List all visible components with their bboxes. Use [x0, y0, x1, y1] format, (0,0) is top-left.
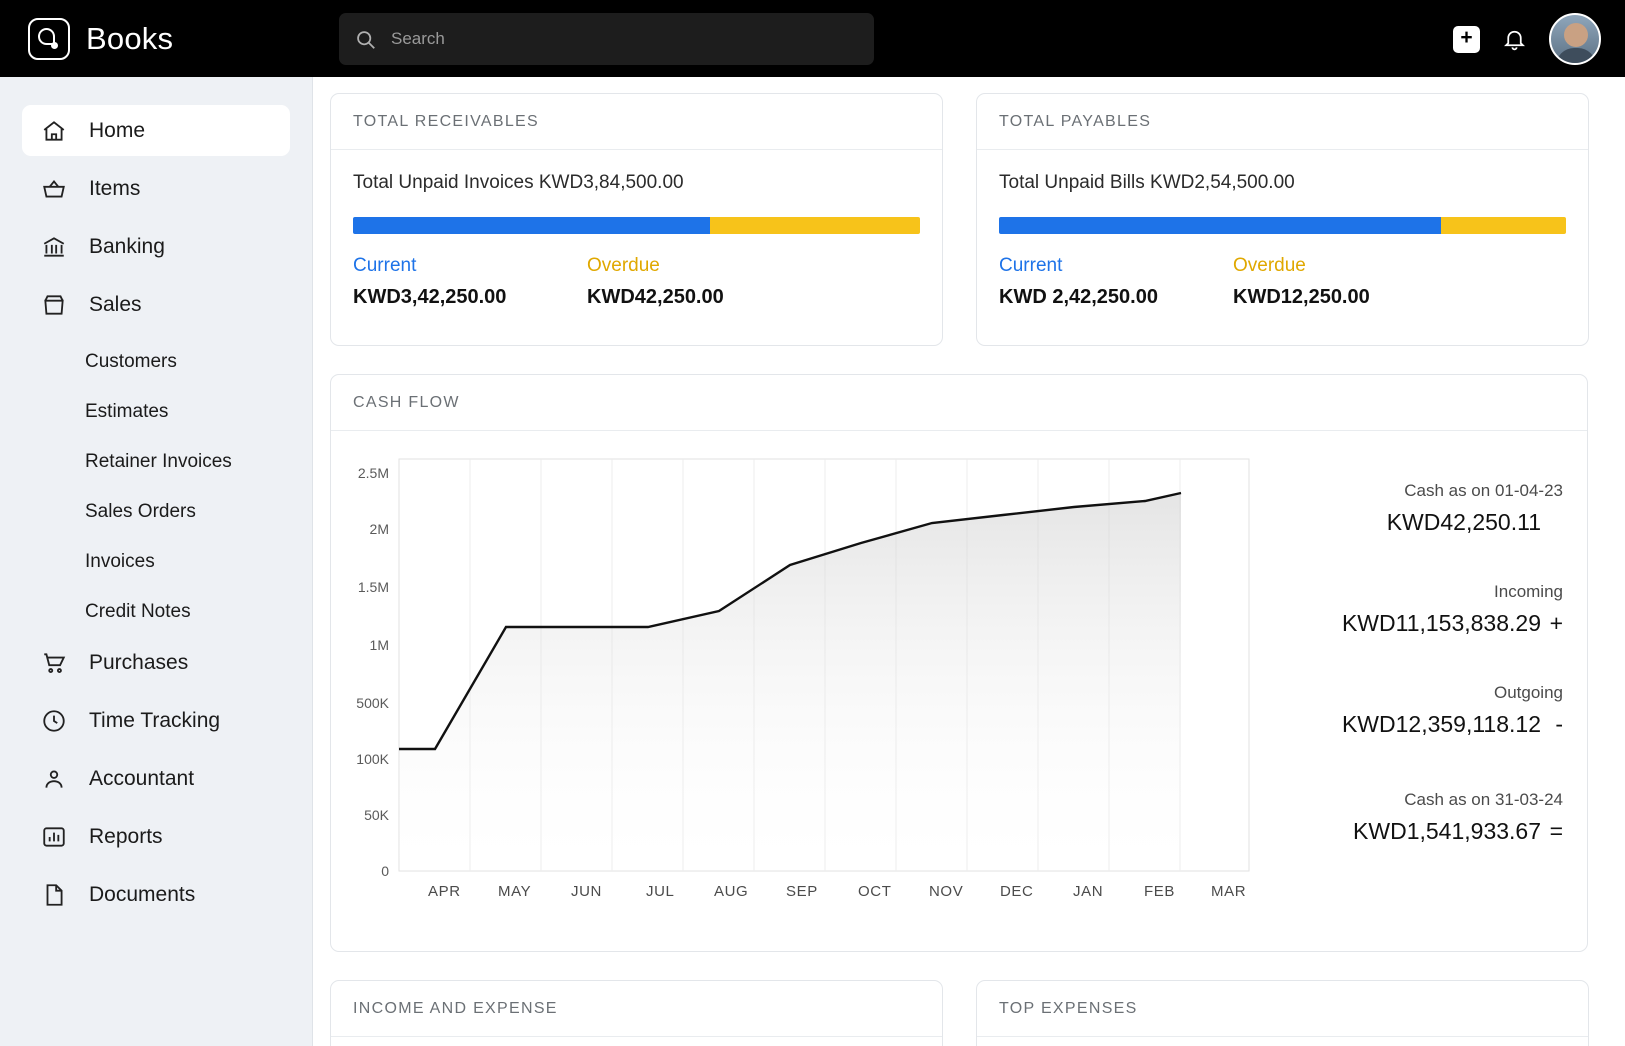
receivables-legend: [353, 255, 920, 309]
items-icon: [40, 175, 67, 202]
books-logo-icon: [28, 18, 70, 60]
home-icon: [40, 117, 67, 144]
x-tick-label: SEP: [786, 883, 818, 900]
sidebar-subitem-label: Invoices: [85, 551, 155, 572]
sidebar-item-estimates[interactable]: [0, 387, 312, 437]
legend-value: KWD42,250.00: [587, 286, 724, 308]
bank-icon: [40, 233, 67, 260]
x-tick-label: JUN: [571, 883, 602, 900]
sidebar-subitem-label: Sales Orders: [85, 501, 196, 522]
kpi-row: [330, 93, 1591, 346]
sidebar-item-items[interactable]: [22, 163, 290, 214]
payables-subtitle: Total Unpaid Bills KWD2,54,500.00: [999, 172, 1295, 193]
receivables-overdue: [587, 255, 724, 309]
bell-icon[interactable]: [1502, 26, 1527, 52]
sidebar-item-reports[interactable]: [22, 811, 290, 862]
sidebar-item-banking[interactable]: [22, 221, 290, 272]
card-title: TOTAL PAYABLES: [977, 94, 1588, 150]
sidebar-subitem-label: Retainer Invoices: [85, 451, 232, 472]
x-tick-label: NOV: [929, 883, 964, 900]
top-bar: [0, 0, 1625, 77]
search-input[interactable]: [389, 28, 829, 50]
legend-label: Current: [353, 255, 417, 276]
payables-current-segment: [999, 217, 1441, 234]
cash-flow-summary: [1289, 431, 1587, 951]
sidebar-item-label: Reports: [89, 824, 163, 848]
sidebar-item-retainer-invoices[interactable]: [0, 437, 312, 487]
sidebar-subitem-label: Credit Notes: [85, 601, 191, 622]
outgoing-label: Outgoing: [1494, 683, 1563, 702]
payables-overdue: [1233, 255, 1370, 309]
cash-start-label: Cash as on 01-04-23: [1404, 481, 1563, 500]
x-tick-label: JAN: [1073, 883, 1104, 900]
incoming-sign: +: [1549, 610, 1563, 636]
brand-title: Books: [86, 20, 174, 56]
x-tick-label: FEB: [1144, 883, 1175, 900]
plus-icon[interactable]: +: [1453, 26, 1480, 53]
reports-icon: [40, 823, 67, 850]
sales-icon: [40, 291, 67, 318]
cash-flow-body: [331, 431, 1587, 951]
payables-current: [999, 255, 1233, 309]
cash-start-amount: KWD42,250.11: [1386, 509, 1541, 535]
top-expenses-card: [976, 980, 1589, 1046]
outgoing-value: [1289, 711, 1563, 738]
payables-body: [977, 150, 1588, 309]
sidebar-item-label: Accountant: [89, 766, 195, 790]
cash-end-value: [1289, 818, 1563, 845]
outgoing-sign: -: [1555, 711, 1563, 737]
total-payables-card: [976, 93, 1589, 346]
cash-end-label: Cash as on 31-03-24: [1404, 790, 1563, 809]
y-tick-label: 2M: [369, 521, 389, 537]
y-tick-label: 50K: [364, 807, 389, 823]
top-bar-actions: [1453, 13, 1601, 65]
search-icon: [355, 29, 376, 50]
card-title: TOP EXPENSES: [977, 981, 1588, 1037]
cart-icon: [40, 649, 67, 676]
legend-label: Overdue: [1233, 255, 1306, 276]
cash-start-value: [1289, 509, 1563, 536]
receivables-progress-bar: [353, 217, 920, 234]
sidebar-item-label: Home: [89, 118, 146, 142]
y-tick-label: 2.5M: [357, 465, 389, 481]
sidebar-item-sales[interactable]: [22, 279, 290, 330]
cash-flow-card: [330, 374, 1588, 952]
x-tick-label: OCT: [858, 883, 892, 900]
sidebar: [0, 77, 313, 1046]
accountant-icon: [40, 765, 67, 792]
cash-flow-plot: [331, 431, 1261, 901]
search-box[interactable]: [339, 13, 874, 65]
card-title: CASH FLOW: [331, 375, 1587, 431]
receivables-body: [331, 150, 942, 309]
sidebar-item-label: Documents: [89, 882, 196, 906]
sidebar-item-home[interactable]: [22, 105, 290, 156]
x-tick-label: DEC: [1000, 883, 1034, 900]
sidebar-item-documents[interactable]: [22, 869, 290, 920]
y-tick-label: 1M: [369, 637, 389, 653]
y-tick-label: 1.5M: [357, 579, 389, 595]
clock-icon: [40, 707, 67, 734]
y-tick-label: 0: [381, 863, 389, 879]
sidebar-item-sales-orders[interactable]: [0, 487, 312, 537]
legend-value: KWD 2,42,250.00: [999, 286, 1158, 308]
brand[interactable]: [28, 18, 288, 60]
x-tick-label: JUL: [646, 883, 675, 900]
main-content: [313, 77, 1625, 1046]
x-tick-label: AUG: [714, 883, 749, 900]
sidebar-item-credit-notes[interactable]: [0, 587, 312, 637]
sidebar-item-customers[interactable]: [0, 337, 312, 387]
sidebar-subitem-label: Estimates: [85, 401, 169, 422]
incoming-label: Incoming: [1494, 582, 1563, 601]
incoming-amount: KWD11,153,838.29: [1341, 610, 1541, 636]
card-title: INCOME AND EXPENSE: [331, 981, 942, 1037]
payables-legend: [999, 255, 1566, 309]
sidebar-item-label: Purchases: [89, 650, 189, 674]
outgoing-amount: KWD12,359,118.12: [1341, 711, 1541, 737]
payables-overdue-segment: [1441, 217, 1566, 234]
cash-end-sign: =: [1549, 818, 1563, 844]
bottom-row: [330, 980, 1591, 1046]
incoming-value: [1289, 610, 1563, 637]
card-title: TOTAL RECEIVABLES: [331, 94, 942, 150]
sidebar-item-label: Time Tracking: [89, 708, 221, 732]
y-tick-label: 500K: [356, 695, 389, 711]
sidebar-item-purchases[interactable]: [22, 637, 290, 688]
receivables-overdue-segment: [710, 217, 920, 234]
total-receivables-card: [330, 93, 943, 346]
sidebar-item-label: Sales: [89, 292, 142, 316]
sidebar-item-label: Banking: [89, 234, 165, 258]
x-tick-label: APR: [428, 883, 461, 900]
sidebar-item-accountant[interactable]: [22, 753, 290, 804]
receivables-current: [353, 255, 587, 309]
avatar[interactable]: [1549, 13, 1601, 65]
cash-end-amount: KWD1,541,933.67: [1353, 818, 1541, 844]
cash-flow-chart: [331, 431, 1289, 951]
sidebar-item-label: Items: [89, 176, 141, 200]
x-tick-label: MAR: [1211, 883, 1247, 900]
receivables-current-segment: [353, 217, 710, 234]
sidebar-subitem-label: Customers: [85, 351, 177, 372]
payables-progress-bar: [999, 217, 1566, 234]
receivables-subtitle: Total Unpaid Invoices KWD3,84,500.00: [353, 172, 684, 193]
legend-label: Current: [999, 255, 1063, 276]
legend-value: KWD12,250.00: [1233, 286, 1370, 308]
y-tick-label: 100K: [356, 751, 389, 767]
legend-label: Overdue: [587, 255, 660, 276]
income-and-expense-card: [330, 980, 943, 1046]
x-tick-label: MAY: [498, 883, 532, 900]
legend-value: KWD3,42,250.00: [353, 286, 507, 308]
sidebar-item-time-tracking[interactable]: [22, 695, 290, 746]
document-icon: [40, 881, 67, 908]
sidebar-item-invoices[interactable]: [0, 537, 312, 587]
